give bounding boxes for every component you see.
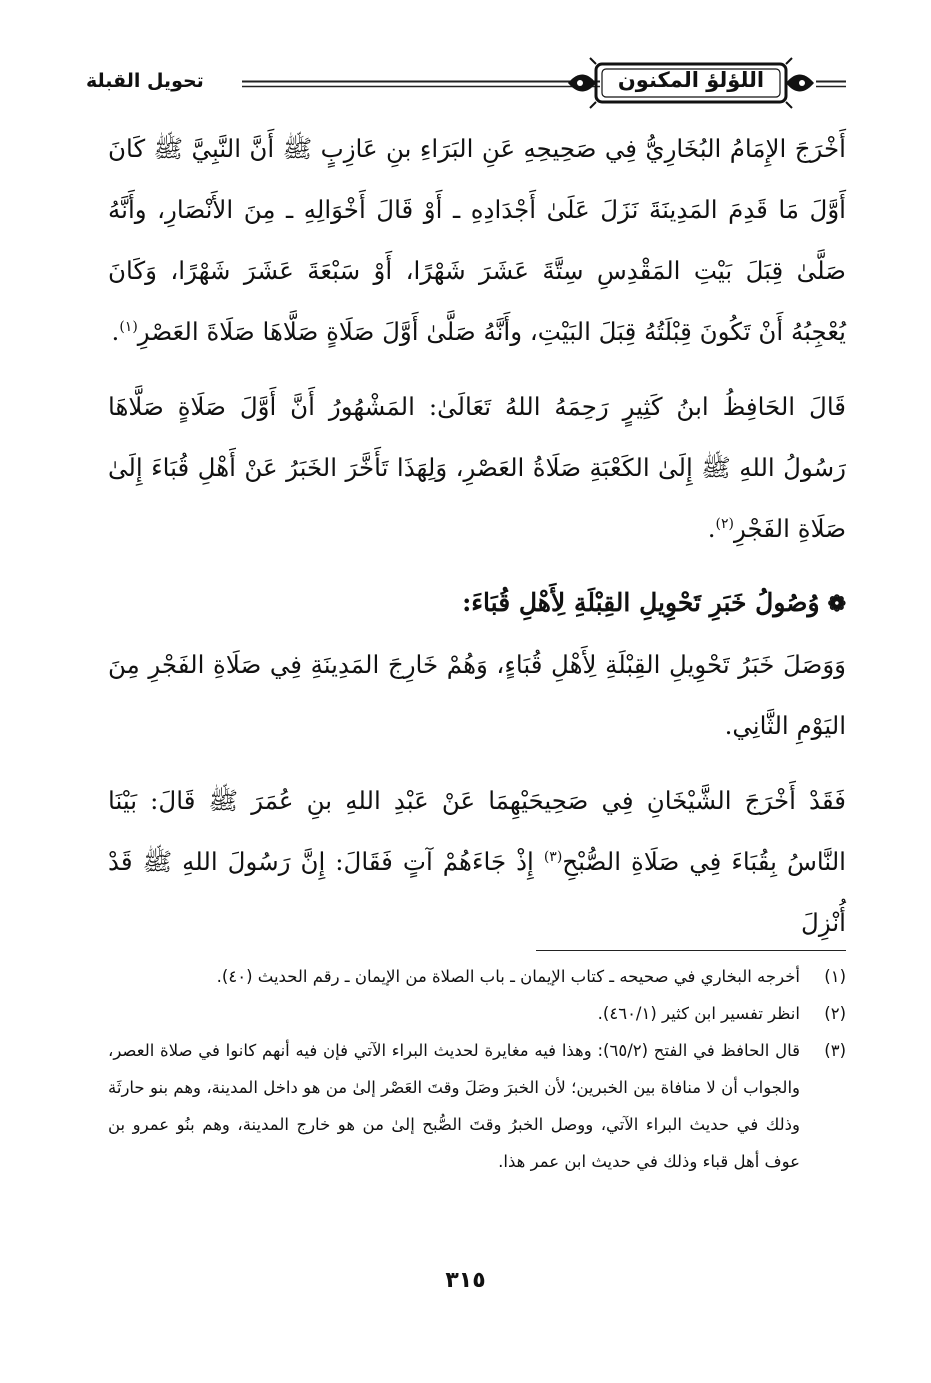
- footnote-divider: [536, 950, 846, 951]
- book-title-ornament: [566, 56, 816, 110]
- page-header: [86, 56, 846, 112]
- section-heading: [108, 573, 846, 634]
- main-text: [108, 118, 846, 953]
- paragraph-3: وَوَصَلَ خَبَرُ تَحْوِيلِ القِبْلَةِ لِأَهْلِ قُبَاءٍ، وَهُمْ خَارِجَ المَدِينَةِ فِي صَلَاةِ الفَجْرِ مِنَ اليَوْمِ الثَّانِي.: [108, 650, 846, 740]
- footnote: [108, 1032, 846, 1180]
- paragraph-4-text-b: إِذْ جَاءَهُمْ آتٍ فَقَالَ: إِنَّ رَسُولَ اللهِ ﷺ قَدْ أُنْزِلَ: [108, 847, 846, 937]
- footnote-ref-2[interactable]: (٢): [715, 515, 734, 532]
- footnote-number: (٣): [824, 1041, 846, 1060]
- paragraph-2-text: قَالَ الحَافِظُ ابنُ كَثِيرٍ رَحِمَهُ اللهُ تَعَالَىٰ: المَشْهُورُ أَنَّ أَوَّلَ صَلَاةٍ صَلَّاهَا رَسُولُ اللهِ ﷺ إِلَىٰ الكَعْبَةِ صَلَاةُ العَصْرِ، وَلِهَذَا تَأَخَّرَ الخَبَرُ عَنْ أَهْلِ قُبَاءَ إِلَىٰ صَلَاةِ الفَجْرِ: [108, 392, 846, 543]
- header-double-rule-right: [816, 80, 846, 88]
- footnote-text: أخرجه البخاري في صحيحه ـ كتاب الإيمان ـ باب الصلاة من الإيمان ـ رقم الحديث (٤٠).: [216, 967, 800, 986]
- paragraph-1-text: أَخْرَجَ الإِمَامُ البُخَارِيُّ فِي صَحِيحِهِ عَنِ البَرَاءِ بنِ عَازِبٍ ﷺ أَنَّ النَّبِيَّ ﷺ كَانَ أَوَّلَ مَا قَدِمَ المَدِينَةَ نَزَلَ عَلَىٰ أَجْدَادِهِ ـ أَوْ قَالَ أَخْوَالِهِ ـ مِنَ الأَنْصَارِ، وأَنَّهُ صَلَّىٰ قِبَلَ بَيْتِ المَقْدِسِ سِتَّةَ عَشَرَ شَهْرًا، أَوْ سَبْعَةَ عَشَرَ شَهْرًا، وَكَانَ يُعْجِبُهُ أَنْ تَكُونَ قِبْلَتُهُ قِبَلَ البَيْتِ، وأَنَّهُ صَلَّىٰ أَوَّلَ صَلَاةٍ صَلَّاهَا صَلَاةَ العَصْرِ: [108, 134, 846, 346]
- footnote-text: قال الحافظ في الفتح (٦٥/٢): وهذا فيه مغايرة لحديث البراء الآتي فإن فيه أنهم كانوا في صلاة العصر، والجواب أن لا منافاة بين الخبرين؛ لأن الخبرَ وصَلَ وقتَ العَصْر إلىٰ من هو داخل المدينة، وهم بنو حارثَة وذلك في حديث البراء الآتي، ووصل الخبرُ وقتَ الصُّبح إلىٰ من هو خارج المدينة، وهم بنُو عمرو بن عوف أهل قباء وذلك في حديث ابن عمر هذا.: [108, 1041, 800, 1171]
- chapter-title: تحويل القبلة: [86, 70, 204, 92]
- footnote: [108, 995, 846, 1032]
- footnote-ref-1[interactable]: (١): [119, 318, 138, 335]
- footnote-number: (٢): [824, 1004, 846, 1023]
- paragraph-1: أَخْرَجَ الإِمَامُ البُخَارِيُّ فِي صَحِيحِهِ عَنِ البَرَاءِ بنِ عَازِبٍ ﷺ أَنَّ النَّبِيَّ ﷺ كَانَ أَوَّلَ مَا قَدِمَ المَدِينَةَ نَزَلَ عَلَىٰ أَجْدَادِهِ ـ أَوْ قَالَ أَخْوَالِهِ ـ مِنَ الأَنْصَارِ، وأَنَّهُ صَلَّىٰ قِبَلَ بَيْتِ المَقْدِسِ سِتَّةَ عَشَرَ شَهْرًا، أَوْ سَبْعَةَ عَشَرَ شَهْرًا، وَكَانَ يُعْجِبُهُ أَنْ تَكُونَ قِبْلَتُهُ قِبَلَ البَيْتِ، وأَنَّهُ صَلَّىٰ أَوَّلَ صَلَاةٍ صَلَّاهَا صَلَاةَ العَصْرِ$^{(١)}$.: [108, 134, 846, 346]
- header-double-rule: [242, 80, 600, 88]
- flower-bullet-icon: ❁: [827, 591, 846, 617]
- footnote: [108, 958, 846, 995]
- footnote-text: انظر تفسير ابن كثير (٤٦٠/١).: [597, 1004, 800, 1023]
- page-number: ٣١٥: [445, 1268, 486, 1293]
- footnotes: [108, 958, 846, 1180]
- paragraph-4: [108, 770, 846, 953]
- footnote-ref-3[interactable]: (٣): [543, 848, 563, 865]
- book-title: اللؤلؤ المكنون: [617, 68, 765, 92]
- footnote-number: (١): [824, 967, 846, 986]
- section-heading-text: وُصُولُ خَبَرِ تَحْوِيلِ القِبْلَةِ لِأَهْلِ قُبَاءَ:: [462, 588, 820, 617]
- paragraph-2: قَالَ الحَافِظُ ابنُ كَثِيرٍ رَحِمَهُ اللهُ تَعَالَىٰ: المَشْهُورُ أَنَّ أَوَّلَ صَلَاةٍ صَلَّاهَا رَسُولُ اللهِ ﷺ إِلَىٰ الكَعْبَةِ صَلَاةُ العَصْرِ، وَلِهَذَا تَأَخَّرَ الخَبَرُ عَنْ أَهْلِ قُبَاءَ إِلَىٰ صَلَاةِ الفَجْرِ$^{(٢)}$.: [108, 392, 846, 543]
- paragraph-4-text-a: فَقَدْ أَخْرَجَ الشَّيْخَانِ فِي صَحِيحَيْهِمَا عَنْ عَبْدِ اللهِ بنِ عُمَرَ ﷺ قَالَ: بَيْنَا النَّاسُ بِقُبَاءَ فِي صَلَاةِ الصُّبْحِ: [108, 786, 846, 876]
